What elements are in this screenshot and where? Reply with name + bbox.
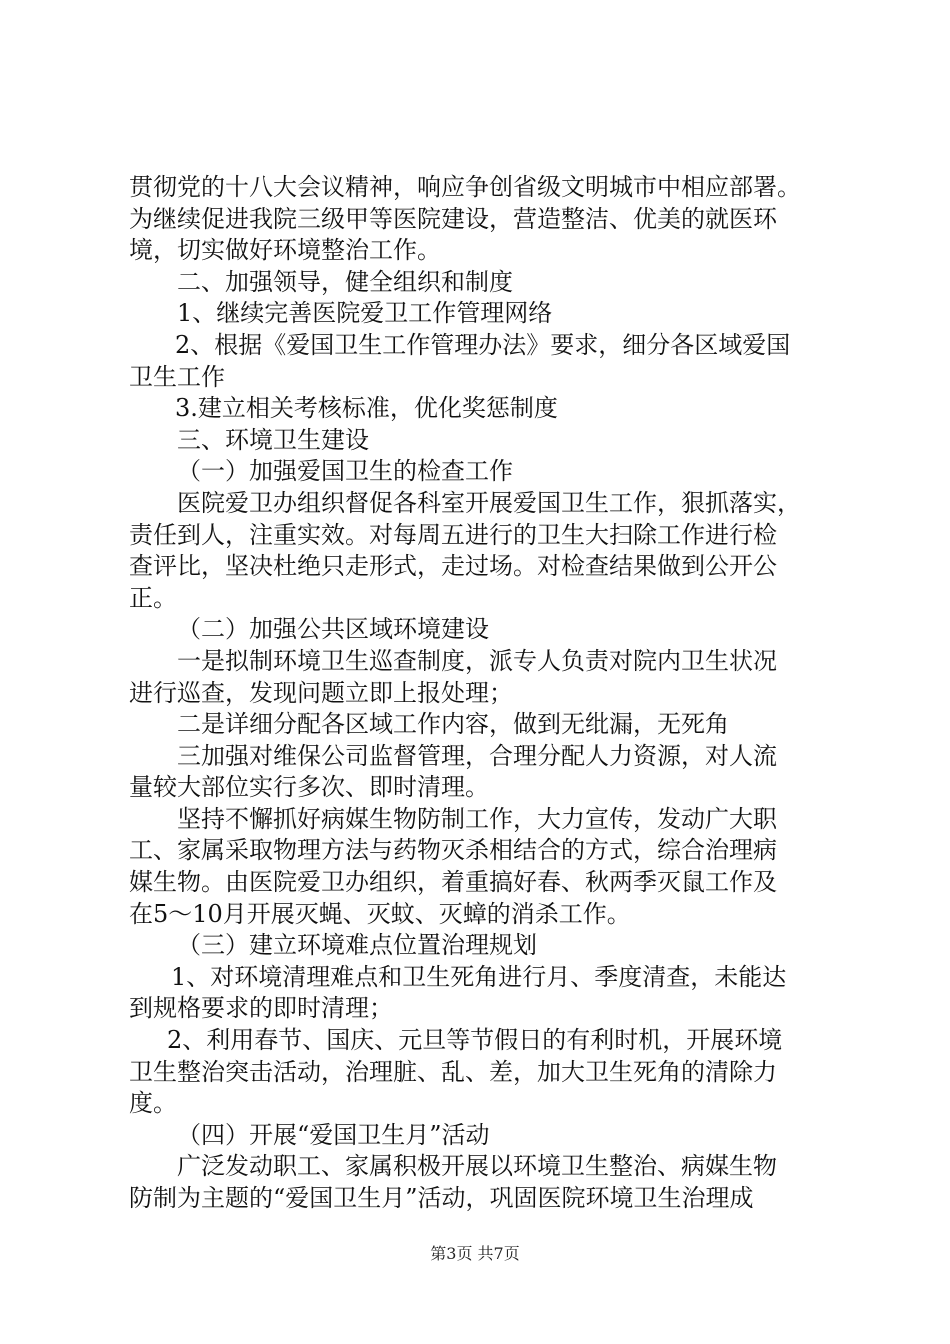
text-line: 媒生物。由医院爱卫办组织，着重搞好春、秋两季灭鼠工作及 <box>129 868 777 897</box>
text-line: 二、加强领导，健全组织和制度 <box>177 267 513 296</box>
text-line: 三加强对维保公司监督管理，合理分配人力资源，对人流 <box>177 741 777 770</box>
text-line: 二是详细分配各区域工作内容，做到无纰漏，无死角 <box>177 710 729 739</box>
text-line: 责任到人，注重实效。对每周五进行的卫生大扫除工作进行检 <box>129 520 777 549</box>
text-line: 在5～10月开展灭蝇、灭蚊、灭蟑的消杀工作。 <box>129 899 631 928</box>
text-line: （一）加强爱国卫生的检查工作 <box>177 457 513 486</box>
text-line: 境，切实做好环境整治工作。 <box>129 236 441 265</box>
text-line: 正。 <box>129 583 177 612</box>
text-line: 三、环境卫生建设 <box>177 425 369 454</box>
text-line: 广泛发动职工、家属积极开展以环境卫生整治、病媒生物 <box>177 1152 777 1181</box>
text-line: 2、利用春节、国庆、元旦等节假日的有利时机，开展环境 <box>167 1026 783 1055</box>
text-line: 1、继续完善医院爱卫工作管理网络 <box>177 299 553 328</box>
text-line: 进行巡查，发现问题立即上报处理； <box>129 678 513 707</box>
text-line: 2、根据《爱国卫生工作管理办法》要求，细分各区域爱国 <box>175 330 791 359</box>
text-line: 为继续促进我院三级甲等医院建设，营造整洁、优美的就医环 <box>129 204 777 233</box>
document-body <box>129 172 833 1215</box>
text-line: 一是拟制环境卫生巡查制度，派专人负责对院内卫生状况 <box>177 646 777 675</box>
text-line: 量较大部位实行多次、即时清理。 <box>129 773 489 802</box>
text-line: 查评比，坚决杜绝只走形式，走过场。对检查结果做到公开公 <box>129 552 777 581</box>
text-line: 卫生整治突击活动，治理脏、乱、差，加大卫生死角的清除力 <box>129 1057 777 1086</box>
text-line: （四）开展“爱国卫生月”活动 <box>177 1120 490 1149</box>
text-line: 3.建立相关考核标准，优化奖惩制度 <box>175 394 558 423</box>
text-line: 医院爱卫办组织督促各科室开展爱国卫生工作，狠抓落实， <box>177 488 801 517</box>
text-line: 工、家属采取物理方法与药物灭杀相结合的方式，综合治理病 <box>129 836 777 865</box>
text-line: （三）建立环境难点位置治理规划 <box>177 931 537 960</box>
text-line: 卫生工作 <box>129 362 225 391</box>
text-line: 1、对环境清理难点和卫生死角进行月、季度清查，未能达 <box>171 962 787 991</box>
text-line: 坚持不懈抓好病媒生物防制工作，大力宣传，发动广大职 <box>177 804 777 833</box>
text-line: 贯彻党的十八大会议精神，响应争创省级文明城市中相应部署。 <box>129 173 801 201</box>
text-line: 度。 <box>129 1089 177 1118</box>
text-line: （二）加强公共区域环境建设 <box>177 615 489 644</box>
page-footer: 第3页 共7页 <box>430 1244 520 1263</box>
text-line: 防制为主题的“爱国卫生月”活动，巩固医院环境卫生治理成 <box>129 1184 754 1212</box>
text-line: 到规格要求的即时清理； <box>129 994 393 1023</box>
